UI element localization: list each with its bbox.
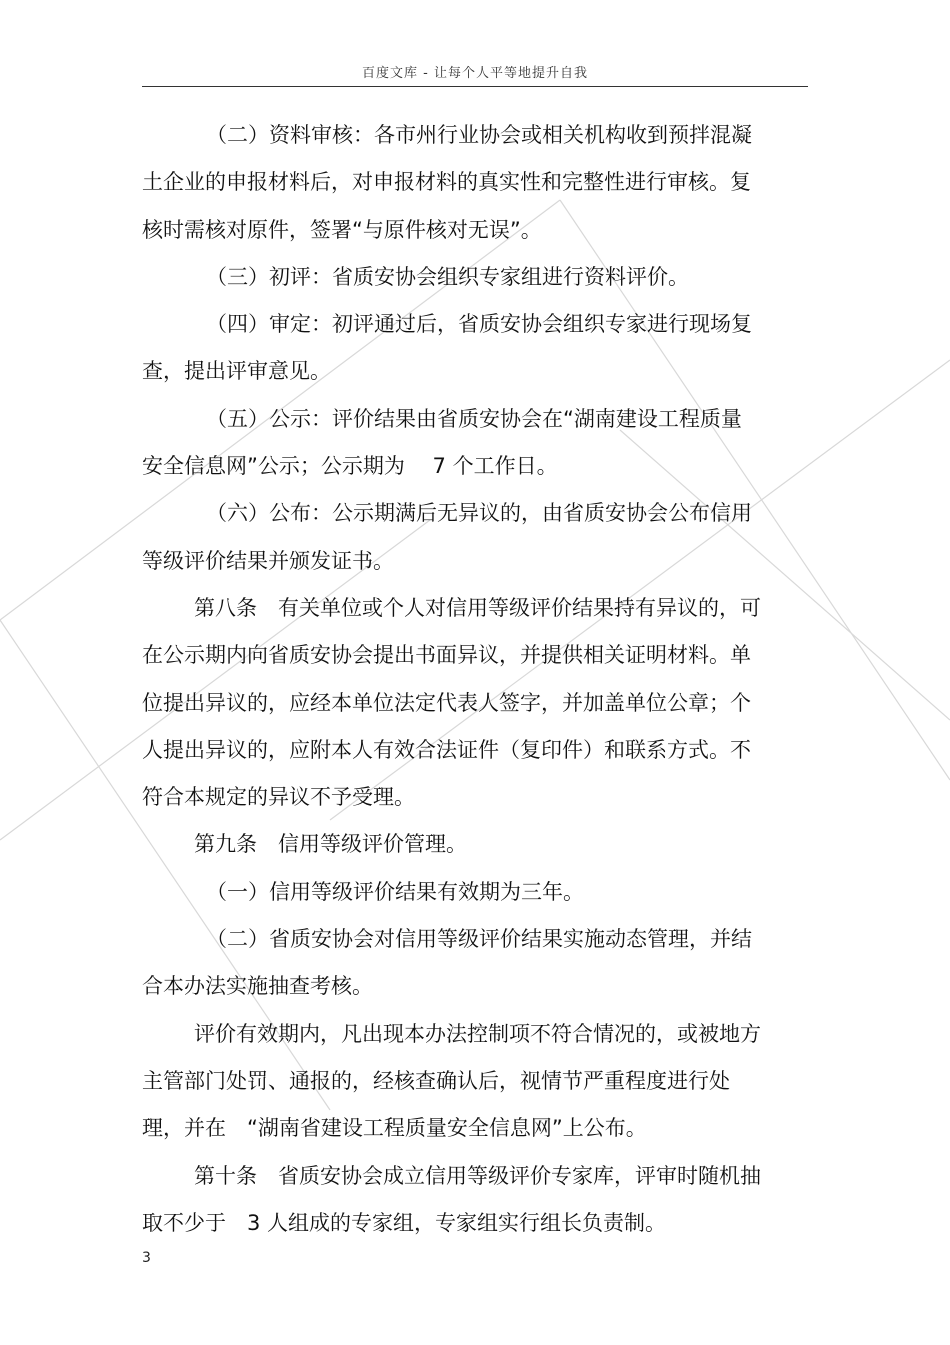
header-slogan: - 让每个人平等地提升自我 [418, 66, 588, 81]
page-header [142, 62, 808, 81]
header-site-name: 百度文库 [362, 66, 419, 81]
paragraph-dynamic-management: （二）省质安协会对信用等级评价结果实施动态管理，并结合本办法实施抽查考核。 [142, 927, 752, 999]
paragraph-announcement: （六）公布：公示期满后无异议的，由省质安协会公布信用等级评价结果并颁发证书。 [142, 501, 752, 573]
paragraph-article-10: 第十条 省质安协会成立信用等级评价专家库，评审时随机抽取不少于 3 人组成的专家组，专家组实行组长负责制。 [142, 1163, 761, 1235]
header-divider [142, 86, 808, 87]
document-body [142, 112, 762, 1247]
paragraph-article-9: 第九条 信用等级评价管理。 [194, 832, 467, 857]
paragraph-data-review: （二）资料审核：各市州行业协会或相关机构收到预拌混凝土企业的申报材料后，对申报材料的真实性和完整性进行审核。复核时需核对原件，签署“与原件核对无误”。 [142, 123, 752, 242]
paragraph-approval: （四）审定：初评通过后，省质安协会组织专家进行现场复查，提出评审意见。 [142, 312, 752, 384]
page-number: 3 [142, 1250, 151, 1266]
paragraph-violations: 评价有效期内，凡出现本办法控制项不符合情况的，或被地方主管部门处罚、通报的，经核查确认后，视情节严重程度进行处理，并在 “湖南省建设工程质量安全信息网”上公布。 [142, 1021, 761, 1141]
paragraph-publicity: （五）公示：评价结果由省质安协会在“湖南建设工程质量安全信息网”公示；公示期为 7 个工作日。 [142, 406, 742, 479]
paragraph-article-8: 第八条 有关单位或个人对信用等级评价结果持有异议的，可在公示期内向省质安协会提出书面异议，并提供相关证明材料。单位提出异议的，应经本单位法定代表人签字，并加盖单位公章；个人提出异议的，应附本人有效合法证件（复印件）和联系方式。不符合本规定的异议不予受理。 [142, 595, 761, 810]
paragraph-validity: （一）信用等级评价结果有效期为三年。 [206, 879, 584, 904]
paragraph-initial-review: （三）初评：省质安协会组织专家组进行资料评价。 [206, 264, 689, 289]
